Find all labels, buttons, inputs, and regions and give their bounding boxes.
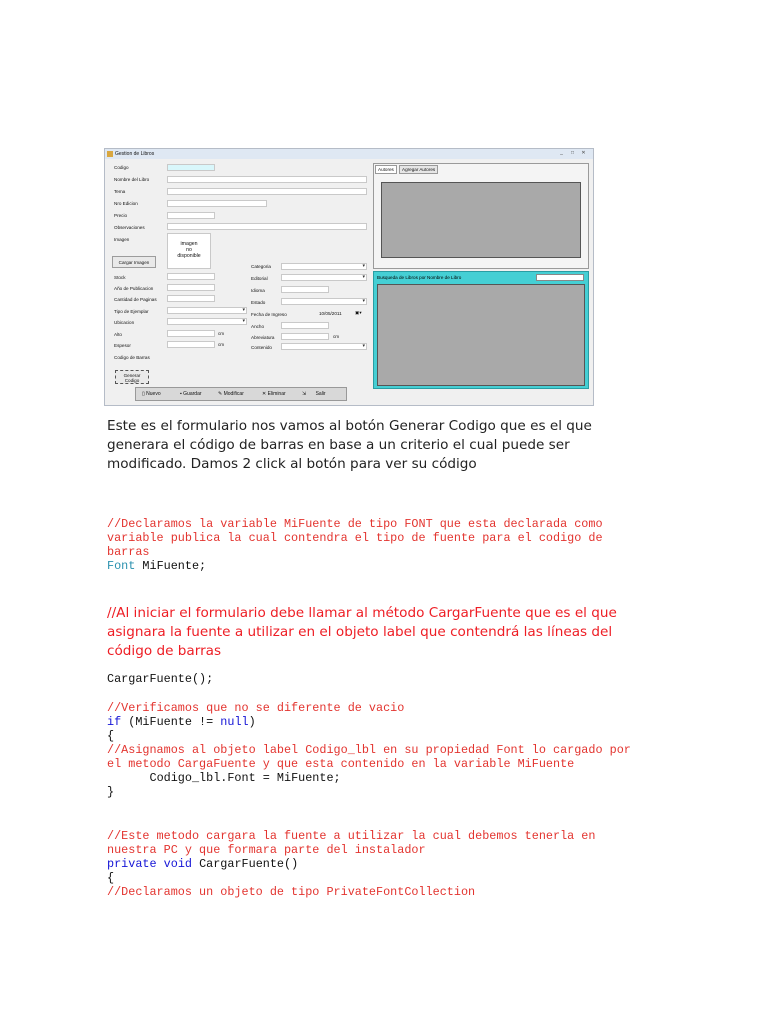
- guardar-label: Guardar: [183, 391, 202, 397]
- estado-select[interactable]: [281, 298, 367, 305]
- autores-panel: [373, 163, 589, 269]
- salir-button[interactable]: [302, 391, 326, 397]
- code-keyword: null: [220, 715, 249, 729]
- label-precio: Precio: [114, 213, 128, 218]
- label-codigo-barras: Codigo de Barras: [114, 355, 150, 360]
- intro-paragraph: Este es el formulario nos vamos al botón Generar Codigo que es el que generara el código de barras en base a un criterio el cual puede ser modificado. Damos 2 click al botón para ver su código: [107, 418, 592, 472]
- edicion-input[interactable]: [167, 200, 267, 207]
- calendar-dropdown-icon[interactable]: ▣▾: [355, 310, 362, 315]
- code-type: Font: [107, 559, 136, 573]
- code-comment: //Declaramos la variable MiFuente de tipo FONT que esta declarada como variable publica la cual contendra el tipo de fuente para el codigo de barras: [107, 517, 610, 559]
- codigo-input[interactable]: [167, 164, 215, 171]
- code-comment: //Asignamos al objeto label Codigo_lbl en su propiedad Font lo cargado por el metodo CargaFuente y que esta contenido en la variable MiFuente: [107, 743, 638, 771]
- label-espesor: Espesor: [114, 343, 131, 348]
- eliminar-label: Eliminar: [267, 391, 286, 397]
- label-idioma: Idioma: [251, 288, 265, 293]
- close-button[interactable]: ✕: [581, 150, 586, 156]
- code-keyword: private: [107, 857, 157, 871]
- espesor-unit: cm: [218, 342, 225, 347]
- code-block-2: [107, 672, 647, 686]
- code-text: Codigo_lbl.Font = MiFuente;: [107, 771, 341, 785]
- categoria-select[interactable]: [281, 263, 367, 270]
- window-title: Gestion de Libros: [115, 151, 155, 157]
- new-document-icon: ▯: [142, 391, 145, 397]
- tab-autores[interactable]: Autores: [375, 165, 397, 174]
- label-tipo-ejemplar: Tipo de Ejemplar: [114, 309, 149, 314]
- generar-codigo-button[interactable]: Generar Codigo: [115, 370, 149, 384]
- app-icon: [107, 151, 113, 157]
- fecha-ingreso-value[interactable]: 10/05/2011: [319, 311, 342, 316]
- save-icon: ▪: [180, 391, 182, 397]
- edit-icon: ✎: [218, 391, 223, 397]
- libros-grid[interactable]: [377, 284, 585, 386]
- code-keyword: void: [163, 857, 192, 871]
- busqueda-panel: [373, 271, 589, 389]
- label-paginas: Cantidad de Paginas: [114, 297, 157, 302]
- editorial-select[interactable]: [281, 274, 367, 281]
- label-categoria: Categoria: [251, 264, 271, 269]
- delete-icon: ✕: [262, 391, 267, 397]
- idioma-input[interactable]: [281, 286, 329, 293]
- code-brace: }: [107, 785, 115, 799]
- code-brace: {: [107, 729, 115, 743]
- nombre-input[interactable]: [167, 176, 367, 183]
- comment-paragraph: //Al iniciar el formulario debe llamar al método CargarFuente que es el que asignara la fuente a utilizar en el objeto label que contendrá las líneas del código de barras: [107, 605, 617, 659]
- label-abreviatura: Abreviatura: [251, 335, 275, 340]
- label-observaciones: Observaciones: [114, 225, 145, 230]
- label-tema: Tema: [114, 189, 126, 194]
- label-imagen: Imagen: [114, 237, 130, 242]
- paginas-input[interactable]: [167, 295, 215, 302]
- label-estado: Estado: [251, 300, 266, 305]
- code-comment: //Este metodo cargara la fuente a utilizar la cual debemos tenerla en nuestra PC y que formara parte del instalador: [107, 829, 603, 857]
- toolbar: [135, 387, 347, 401]
- observaciones-input[interactable]: [167, 223, 367, 230]
- alto-unit: cm: [218, 331, 225, 336]
- label-contenido: Contenido: [251, 345, 272, 350]
- busqueda-label: Busqueda de Libros por Nombre de Libro: [377, 275, 462, 280]
- guardar-button[interactable]: [180, 391, 202, 397]
- exit-icon: ⇲: [302, 391, 307, 397]
- code-comment: //Verificamos que no se diferente de vacio: [107, 701, 405, 715]
- code-block-3: [107, 701, 647, 799]
- code-block-1: [107, 517, 647, 573]
- eliminar-button[interactable]: [262, 391, 286, 397]
- label-ubicacion: Ubicacion: [114, 320, 135, 325]
- label-editorial: Editorial: [251, 276, 268, 281]
- ancho-input[interactable]: [281, 322, 329, 329]
- app-window-screenshot: [104, 148, 594, 406]
- code-text: CargarFuente(): [191, 857, 299, 871]
- code-text: ): [248, 715, 256, 729]
- code-keyword: if: [107, 715, 122, 729]
- code-brace: {: [107, 871, 115, 885]
- code-call: CargarFuente();: [107, 672, 214, 686]
- label-edicion: Nro Edicion: [114, 201, 138, 206]
- modificar-button[interactable]: [218, 391, 244, 397]
- salir-label: Salir: [315, 391, 326, 397]
- modificar-label: Modificar: [223, 391, 244, 397]
- title-bar: [105, 149, 593, 159]
- nuevo-label: Nuevo: [146, 391, 161, 397]
- nuevo-button[interactable]: [142, 391, 161, 397]
- cargar-imagen-button[interactable]: Cargar Imagen: [112, 256, 156, 268]
- contenido-select[interactable]: [281, 343, 367, 350]
- image-placeholder: imagen no disponible: [167, 233, 211, 269]
- label-codigo: Codigo: [114, 165, 129, 170]
- stock-input[interactable]: [167, 273, 215, 280]
- abreviatura-input[interactable]: [281, 333, 329, 340]
- maximize-button[interactable]: □: [570, 150, 575, 156]
- precio-input[interactable]: [167, 212, 215, 219]
- alto-input[interactable]: [167, 330, 215, 337]
- tipo-ejemplar-select[interactable]: [167, 307, 247, 314]
- ubicacion-select[interactable]: [167, 318, 247, 325]
- minimize-button[interactable]: _: [560, 150, 563, 156]
- label-anio-publicacion: Año de Publicacion: [114, 286, 154, 291]
- tab-agregar-autores[interactable]: Agregar Autores: [399, 165, 438, 174]
- code-block-4: [107, 829, 647, 899]
- code-comment: //Declaramos un objeto de tipo PrivateFontCollection: [107, 885, 476, 899]
- abreviatura-unit: cm: [333, 334, 340, 339]
- label-ancho: Ancho: [251, 324, 265, 329]
- espesor-input[interactable]: [167, 341, 215, 348]
- label-stock: Stock: [114, 275, 126, 280]
- tema-input[interactable]: [167, 188, 367, 195]
- autores-grid[interactable]: [381, 182, 581, 258]
- code-text: MiFuente;: [135, 559, 207, 573]
- busqueda-input[interactable]: [536, 274, 584, 281]
- anio-publicacion-input[interactable]: [167, 284, 215, 291]
- label-fecha-ingreso: Fecha de Ingreso: [251, 312, 287, 317]
- label-nombre: Nombre del Libro: [114, 177, 150, 182]
- code-text: (MiFuente !=: [121, 715, 221, 729]
- label-alto: Alto: [114, 332, 122, 337]
